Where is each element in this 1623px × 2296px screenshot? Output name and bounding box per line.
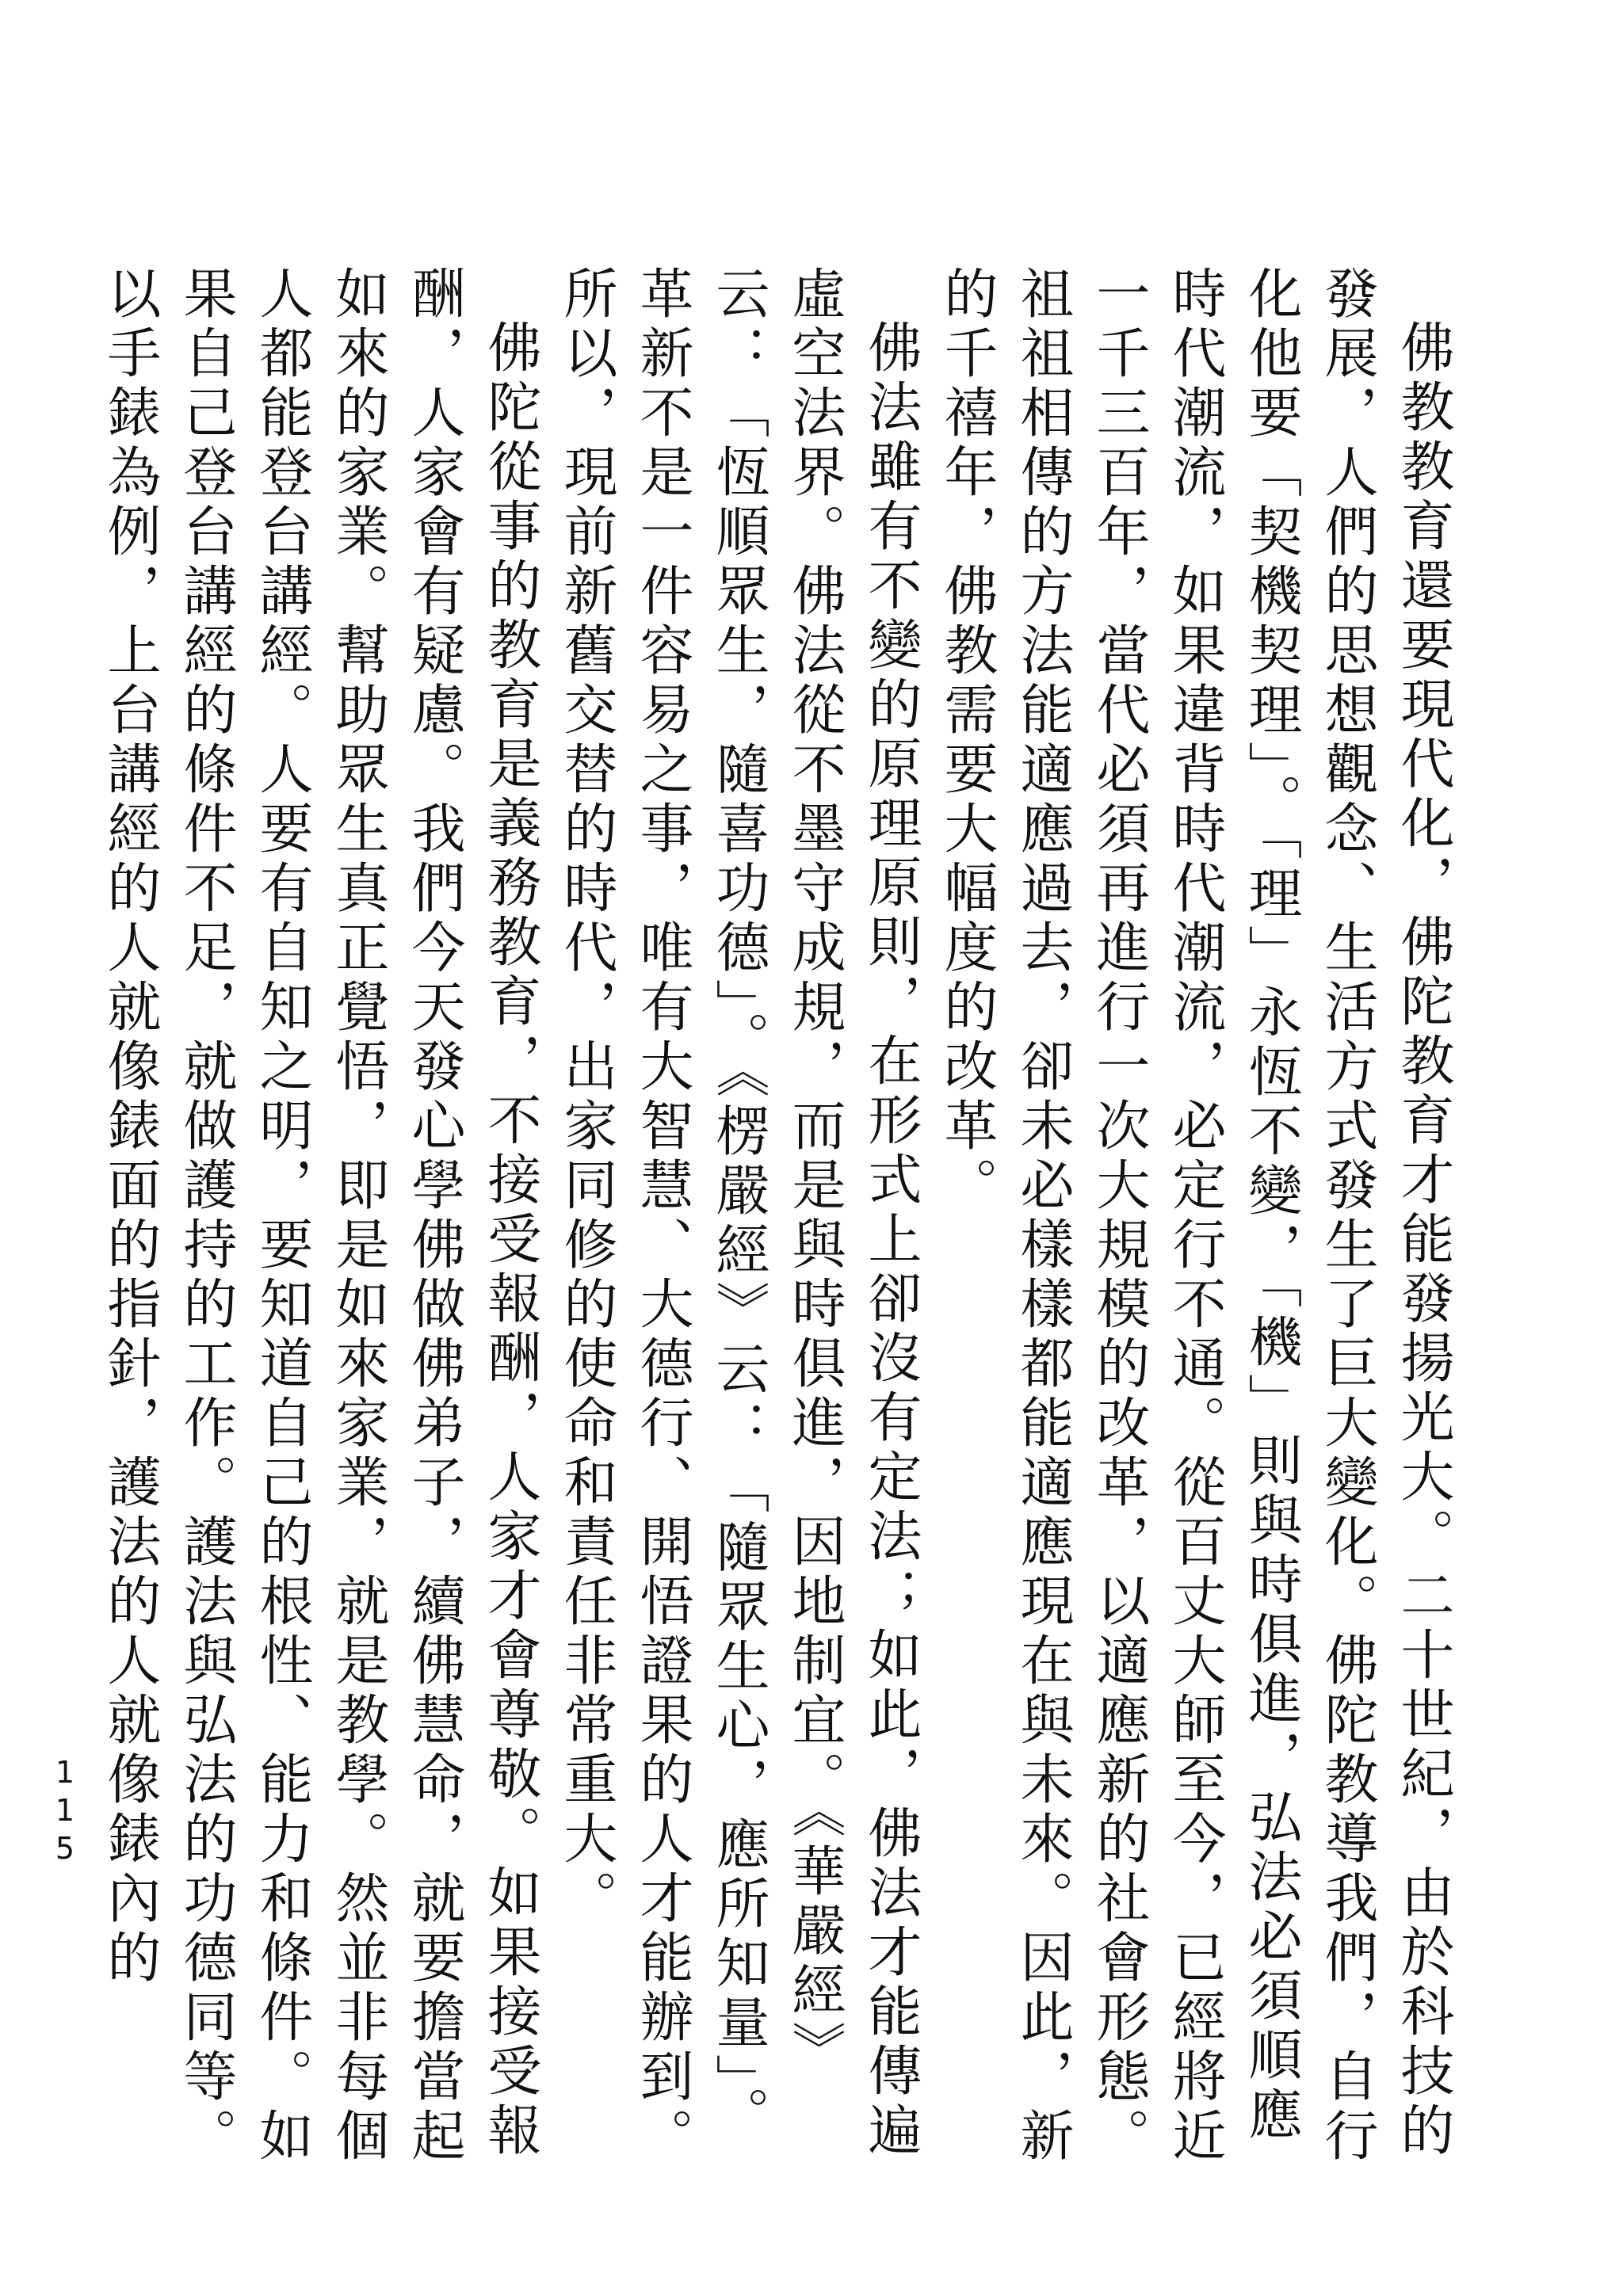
vertical-text-body — [98, 265, 1461, 2167]
paragraph-dharma-principles: 佛法雖有不變的原理原則，在形式上卻沒有定法；如此，佛法才能傳遍虛空法界。佛法從不墨守成規，而是與時俱進，因地制宜。《華嚴經》云：「恆順眾生，隨喜功德」。《楞嚴經》云：「隨眾生心，應所知量」。革新不是一件容易之事，唯有大智慧、大德行、開悟證果的人才能辦到。所以，現前新舊交替的時代，出家同修的使命和責任非常重大。 — [555, 265, 922, 2167]
paragraph-voluntary-education: 佛陀從事的教育是義務教育，不接受報酬，人家才會尊敬。如果接受報酬，人家會有疑慮。我們今天發心學佛做佛弟子，續佛慧命，就要擔當起如來的家業。幫助眾生真正覺悟，即是如來家業，就是教學。然並非每個人都能登台講經。人要有自知之明，要知道自己的根性、能力和條件。如果自己登台講經的條件不足，就做護持的工作。護法與弘法的功德同等。以手錶為例，上台講經的人就像錶面的指針，護法的人就像錶內的 — [98, 265, 541, 2167]
paragraph-modernization: 佛教教育還要現代化，佛陀教育才能發揚光大。二十世紀，由於科技的發展，人們的思想觀念、生活方式發生了巨大變化。佛陀教導我們，自行化他要「契機契理」。「理」永恆不變，「機」則與時俱進，弘法必須順應時代潮流，如果違背時代潮流，必定行不通。從百丈大師至今，已經將近一千三百年，當代必須再進行一次大規模的改革，以適應新的社會形態。祖祖相傳的方法能適應過去，卻未必樣樣都能適應現在與未來。因此，新的千禧年，佛教需要大幅度的改革。 — [935, 265, 1454, 2167]
page-number: 115 — [48, 1755, 82, 1869]
